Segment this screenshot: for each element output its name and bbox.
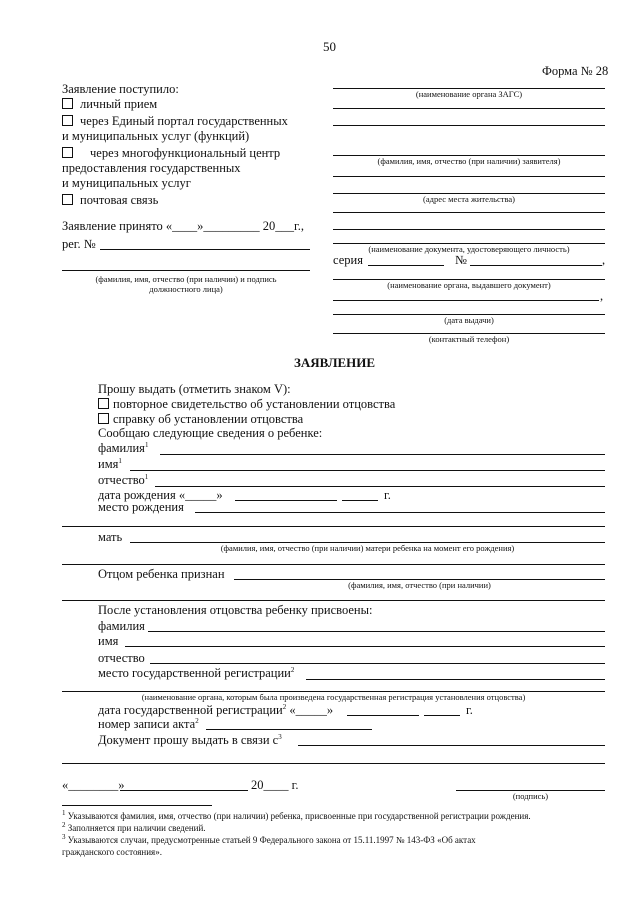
checkbox-personal[interactable] bbox=[62, 98, 73, 109]
birth-month-line[interactable] bbox=[235, 500, 337, 501]
opt-mfc-line3: и муниципальных услуг bbox=[62, 176, 191, 190]
after-name-label: имя bbox=[98, 634, 119, 648]
birth-date-label: дата рождения «_____» bbox=[98, 488, 223, 502]
mother-line-2[interactable] bbox=[62, 564, 605, 565]
sign-month-line[interactable] bbox=[120, 790, 248, 791]
id-document-caption: (наименование документа, удостоверяющего личность) bbox=[368, 244, 570, 254]
received-heading: Заявление поступило: bbox=[62, 82, 179, 96]
reg-number-line[interactable] bbox=[100, 249, 310, 250]
checkbox-post[interactable] bbox=[62, 194, 73, 205]
document-title: ЗАЯВЛЕНИЕ bbox=[294, 355, 376, 370]
sign-date-day: «________» bbox=[62, 778, 125, 792]
footnote-3a: $^3$ Указываются случаи, предусмотренные статьей 9 Федерального закона от 15.11.1997 № 143-ФЗ «Об актах bbox=[62, 833, 476, 845]
opt-post: почтовая связь bbox=[80, 193, 159, 207]
doc-number-line[interactable] bbox=[470, 265, 602, 266]
signature-caption: (подпись) bbox=[512, 791, 549, 801]
reg-place-line[interactable] bbox=[306, 679, 605, 680]
child-patronymic-line[interactable] bbox=[155, 486, 605, 487]
child-surname-label: фамилия$^1$ bbox=[98, 440, 149, 455]
after-name-line[interactable] bbox=[125, 646, 605, 647]
blank-line[interactable] bbox=[333, 212, 605, 213]
checkbox-mfc[interactable] bbox=[62, 147, 73, 158]
footnote-2: $^2$ Заполняется при наличии сведений. bbox=[62, 821, 206, 833]
birth-place-line-2[interactable] bbox=[62, 526, 605, 527]
checkbox-repeat-certificate[interactable] bbox=[98, 398, 109, 409]
number-label: № bbox=[455, 253, 467, 267]
official-signature-line[interactable] bbox=[62, 270, 310, 271]
father-label: Отцом ребенка признан bbox=[98, 567, 225, 581]
father-caption: (фамилия, имя, отчество (при наличии) bbox=[348, 580, 491, 590]
zags-org-caption: (наименование органа ЗАГС) bbox=[415, 89, 523, 99]
child-info-heading: Сообщаю следующие сведения о ребенке: bbox=[98, 426, 323, 440]
birth-place-line[interactable] bbox=[195, 512, 605, 513]
reg-year-line[interactable] bbox=[424, 715, 460, 716]
blank-line[interactable] bbox=[333, 125, 605, 126]
opt-mfc-line1: через многофункциональный центр bbox=[90, 146, 281, 160]
child-name-line[interactable] bbox=[130, 470, 605, 471]
mother-label: мать bbox=[98, 530, 123, 544]
blank-line[interactable] bbox=[333, 300, 599, 301]
checkbox-reference[interactable] bbox=[98, 413, 109, 424]
child-surname-line[interactable] bbox=[160, 454, 605, 455]
mother-caption: (фамилия, имя, отчество (при наличии) матери ребенка на момент его рождения) bbox=[220, 543, 515, 553]
reason-label: Документ прошу выдать в связи $с^3$ bbox=[98, 732, 282, 747]
reg-year-suffix: г. bbox=[466, 703, 473, 717]
address-caption: (адрес места жительства) bbox=[423, 194, 515, 204]
form-number: Форма № 28 bbox=[542, 64, 609, 78]
father-line-2[interactable] bbox=[62, 600, 605, 601]
blank-line[interactable] bbox=[333, 229, 605, 230]
reg-month-line[interactable] bbox=[347, 715, 419, 716]
issue-date-caption: (дата выдачи) bbox=[444, 315, 494, 325]
phone-caption: (контактный телефон) bbox=[428, 334, 510, 344]
opt-portal-line1: через Единый портал государственных bbox=[80, 114, 288, 128]
act-number-label: номер записи акта$^2$ bbox=[98, 716, 199, 731]
footnote-3b: гражданского состояния». bbox=[62, 847, 162, 857]
opt-repeat-certificate: повторное свидетельство об установлении отцовства bbox=[113, 397, 396, 411]
after-patronymic-line[interactable] bbox=[150, 663, 605, 664]
blank-line[interactable] bbox=[333, 176, 605, 177]
reason-line[interactable] bbox=[298, 745, 605, 746]
reg-date-label: дата государственной регистрации$^2$ «_____» bbox=[98, 702, 334, 717]
footnote-1: $^1$ Указываются фамилия, имя, отчество (при наличии) ребенка, присвоенные при государственной регистрации рождения. bbox=[62, 809, 531, 821]
official-caption-1: (фамилия, имя, отчество (при наличии) и подпись bbox=[95, 274, 277, 284]
opt-portal-line2: и муниципальных услуг (функций) bbox=[62, 129, 250, 143]
page-number: 50 bbox=[323, 39, 336, 54]
accepted-date: Заявление принято «____»_________ 20___г., bbox=[62, 219, 304, 233]
reason-line-2[interactable] bbox=[62, 763, 605, 764]
act-number-line[interactable] bbox=[206, 729, 372, 730]
birth-year-suffix: г. bbox=[384, 488, 391, 502]
sign-year: 20____ г. bbox=[251, 778, 299, 792]
applicant-caption: (фамилия, имя, отчество (при наличии) заявителя) bbox=[377, 156, 561, 166]
after-patronymic-label: отчество bbox=[98, 651, 145, 665]
after-heading: После установления отцовства ребенку присвоены: bbox=[98, 603, 373, 617]
opt-reference: справку об установлении отцовства bbox=[113, 412, 304, 426]
opt-mfc-line2: предоставления государственных bbox=[62, 161, 241, 175]
after-surname-line[interactable] bbox=[148, 631, 605, 632]
blank-line[interactable] bbox=[333, 108, 605, 109]
birth-place-label: место рождения bbox=[98, 500, 184, 514]
footnote-separator bbox=[62, 805, 212, 806]
issuer-caption: (наименование органа, выдавшего документ) bbox=[387, 280, 551, 290]
reg-place-caption: (наименование органа, которым была произведена государственная регистрация установления отцовства) bbox=[141, 692, 526, 702]
after-surname-label: фамилия bbox=[98, 619, 145, 633]
birth-year-line[interactable] bbox=[342, 500, 378, 501]
series-line[interactable] bbox=[368, 265, 444, 266]
child-patronymic-label: отчество$^1$ bbox=[98, 472, 149, 487]
reg-number-label: рег. № bbox=[62, 237, 96, 251]
checkbox-portal[interactable] bbox=[62, 115, 73, 126]
request-intro: Прошу выдать (отметить знаком V): bbox=[98, 382, 291, 396]
reg-place-label: место государственной регистрации$^2$ bbox=[98, 665, 295, 680]
child-name-label: имя$^1$ bbox=[98, 456, 122, 471]
opt-personal: личный прием bbox=[80, 97, 158, 111]
official-caption-2: должностного лица) bbox=[149, 284, 223, 294]
series-label: серия bbox=[333, 253, 363, 267]
